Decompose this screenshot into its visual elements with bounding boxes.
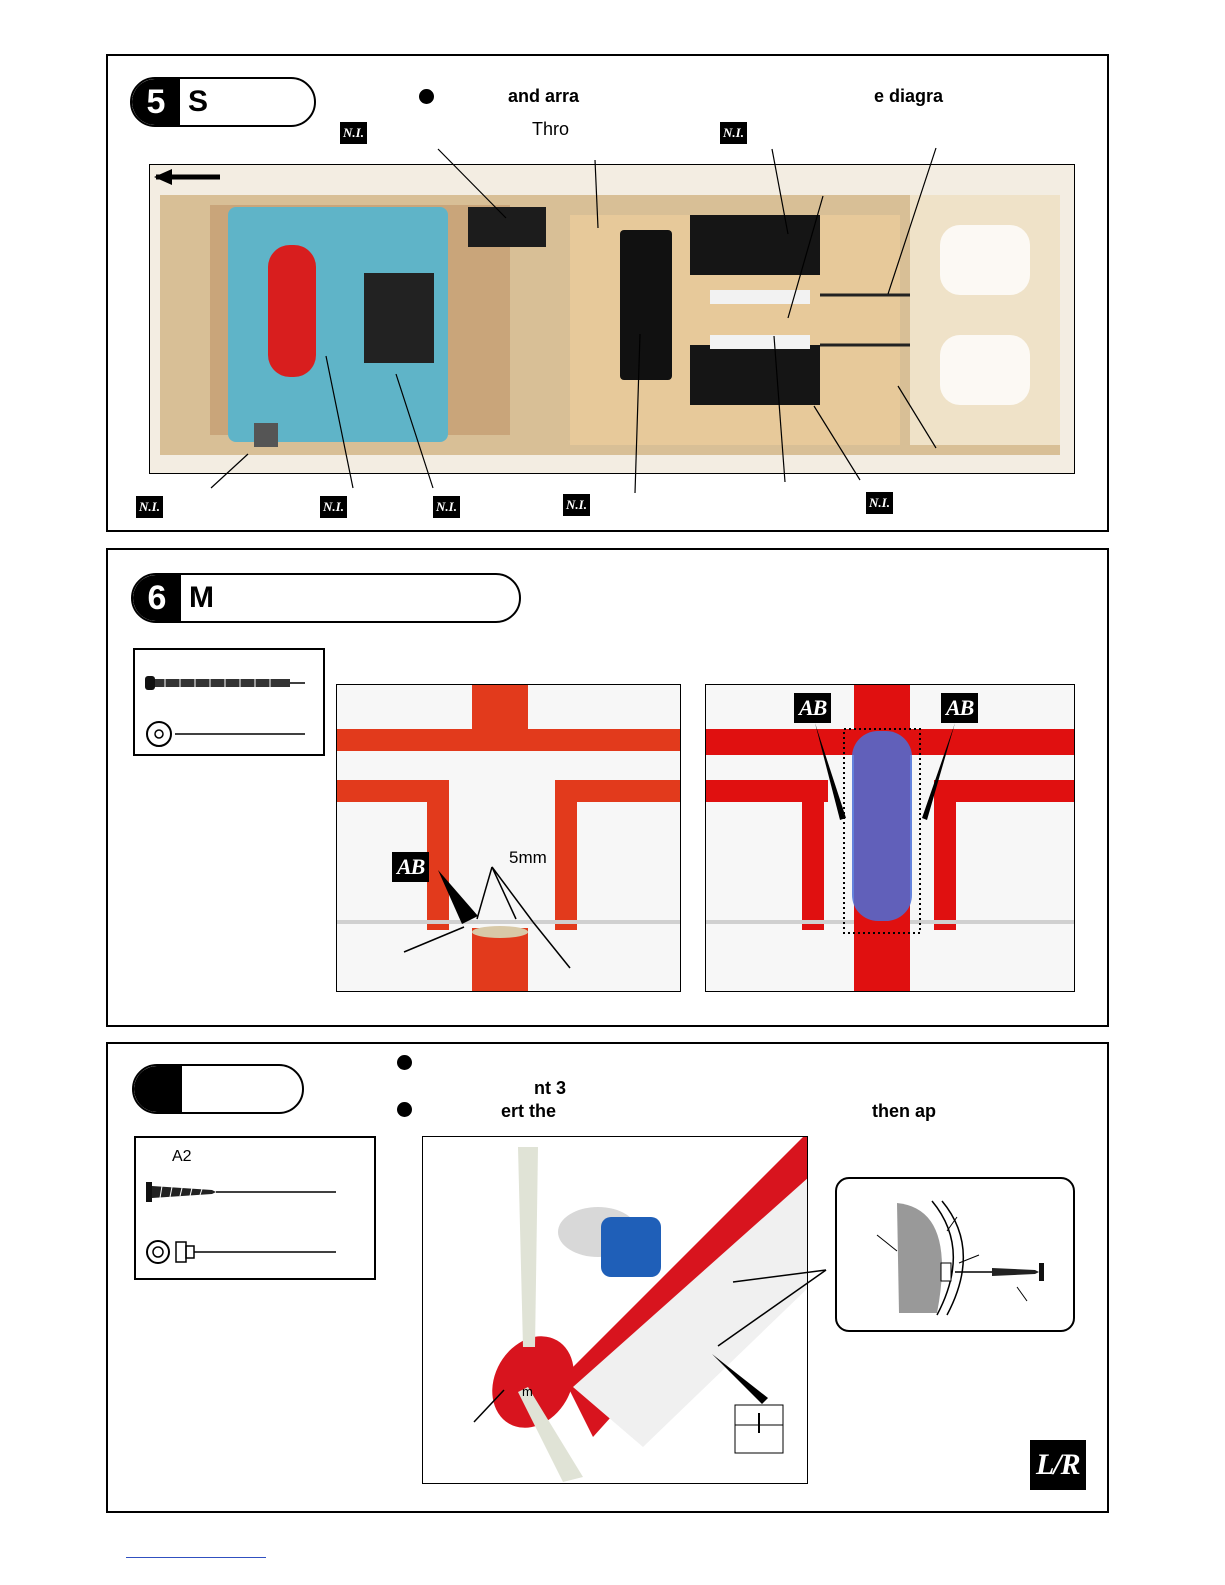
throttle-label: Thro xyxy=(532,119,570,139)
cowl-screw-detail-illustration xyxy=(837,1179,1075,1332)
step5-title-pill xyxy=(130,77,316,127)
ab-adhesive-tag: AB xyxy=(794,693,831,723)
step5-instruction-b: e diagra xyxy=(874,86,944,106)
step6-hardware-box xyxy=(133,648,325,756)
step7-line2b: then ap xyxy=(872,1101,937,1121)
step5-number: 5 xyxy=(132,79,180,125)
step7-number xyxy=(134,1066,182,1112)
spinner-label: m xyxy=(522,1384,533,1399)
tail-right-illustration xyxy=(706,685,1075,992)
ni-tag: N.I. xyxy=(320,496,347,518)
ab-adhesive-tag: AB xyxy=(941,693,978,723)
fuselage-illustration xyxy=(150,165,1075,474)
ni-tag: N.I. xyxy=(563,494,590,516)
step7-hardware-box xyxy=(134,1136,376,1280)
step5-panel xyxy=(106,54,1109,532)
step6-title-pill xyxy=(131,573,521,623)
ni-tag: N.I. xyxy=(136,496,163,518)
hardware-label: A2 xyxy=(172,1148,192,1165)
step5-instruction-a: and arra xyxy=(508,86,580,106)
step6-panel xyxy=(106,548,1109,1027)
tail-left-illustration xyxy=(337,685,681,992)
step5-title: S xyxy=(188,85,209,118)
step6-number: 6 xyxy=(133,575,181,621)
ab-adhesive-tag: AB xyxy=(392,852,429,882)
screw-and-washer-icon xyxy=(136,1138,376,1280)
step7-line2a: ert the xyxy=(501,1101,557,1121)
ni-tag: N.I. xyxy=(720,122,747,144)
ni-tag: N.I. xyxy=(433,496,460,518)
bullet-icon xyxy=(397,1055,412,1070)
bolt-and-washer-icon xyxy=(135,650,325,756)
cowl-mount-photo xyxy=(422,1136,808,1484)
footer-link-underline xyxy=(126,1557,266,1558)
fuselage-servo-photo xyxy=(149,164,1075,474)
bullet-icon xyxy=(419,89,434,104)
cowl-screw-detail xyxy=(835,1177,1075,1332)
tail-mount-photo-right xyxy=(705,684,1075,992)
lr-corner-tag: L/R xyxy=(1030,1440,1086,1490)
ni-tag: N.I. xyxy=(866,492,893,514)
step6-title: M xyxy=(189,581,214,614)
step7-title-pill xyxy=(132,1064,304,1114)
gap-label: 5mm xyxy=(509,848,547,867)
bullet-icon xyxy=(397,1102,412,1117)
step7-line1: nt 3 xyxy=(534,1078,567,1098)
cowl-illustration xyxy=(423,1137,808,1484)
step7-panel xyxy=(106,1042,1109,1513)
tail-mount-photo-left xyxy=(336,684,681,992)
ni-tag: N.I. xyxy=(340,122,367,144)
